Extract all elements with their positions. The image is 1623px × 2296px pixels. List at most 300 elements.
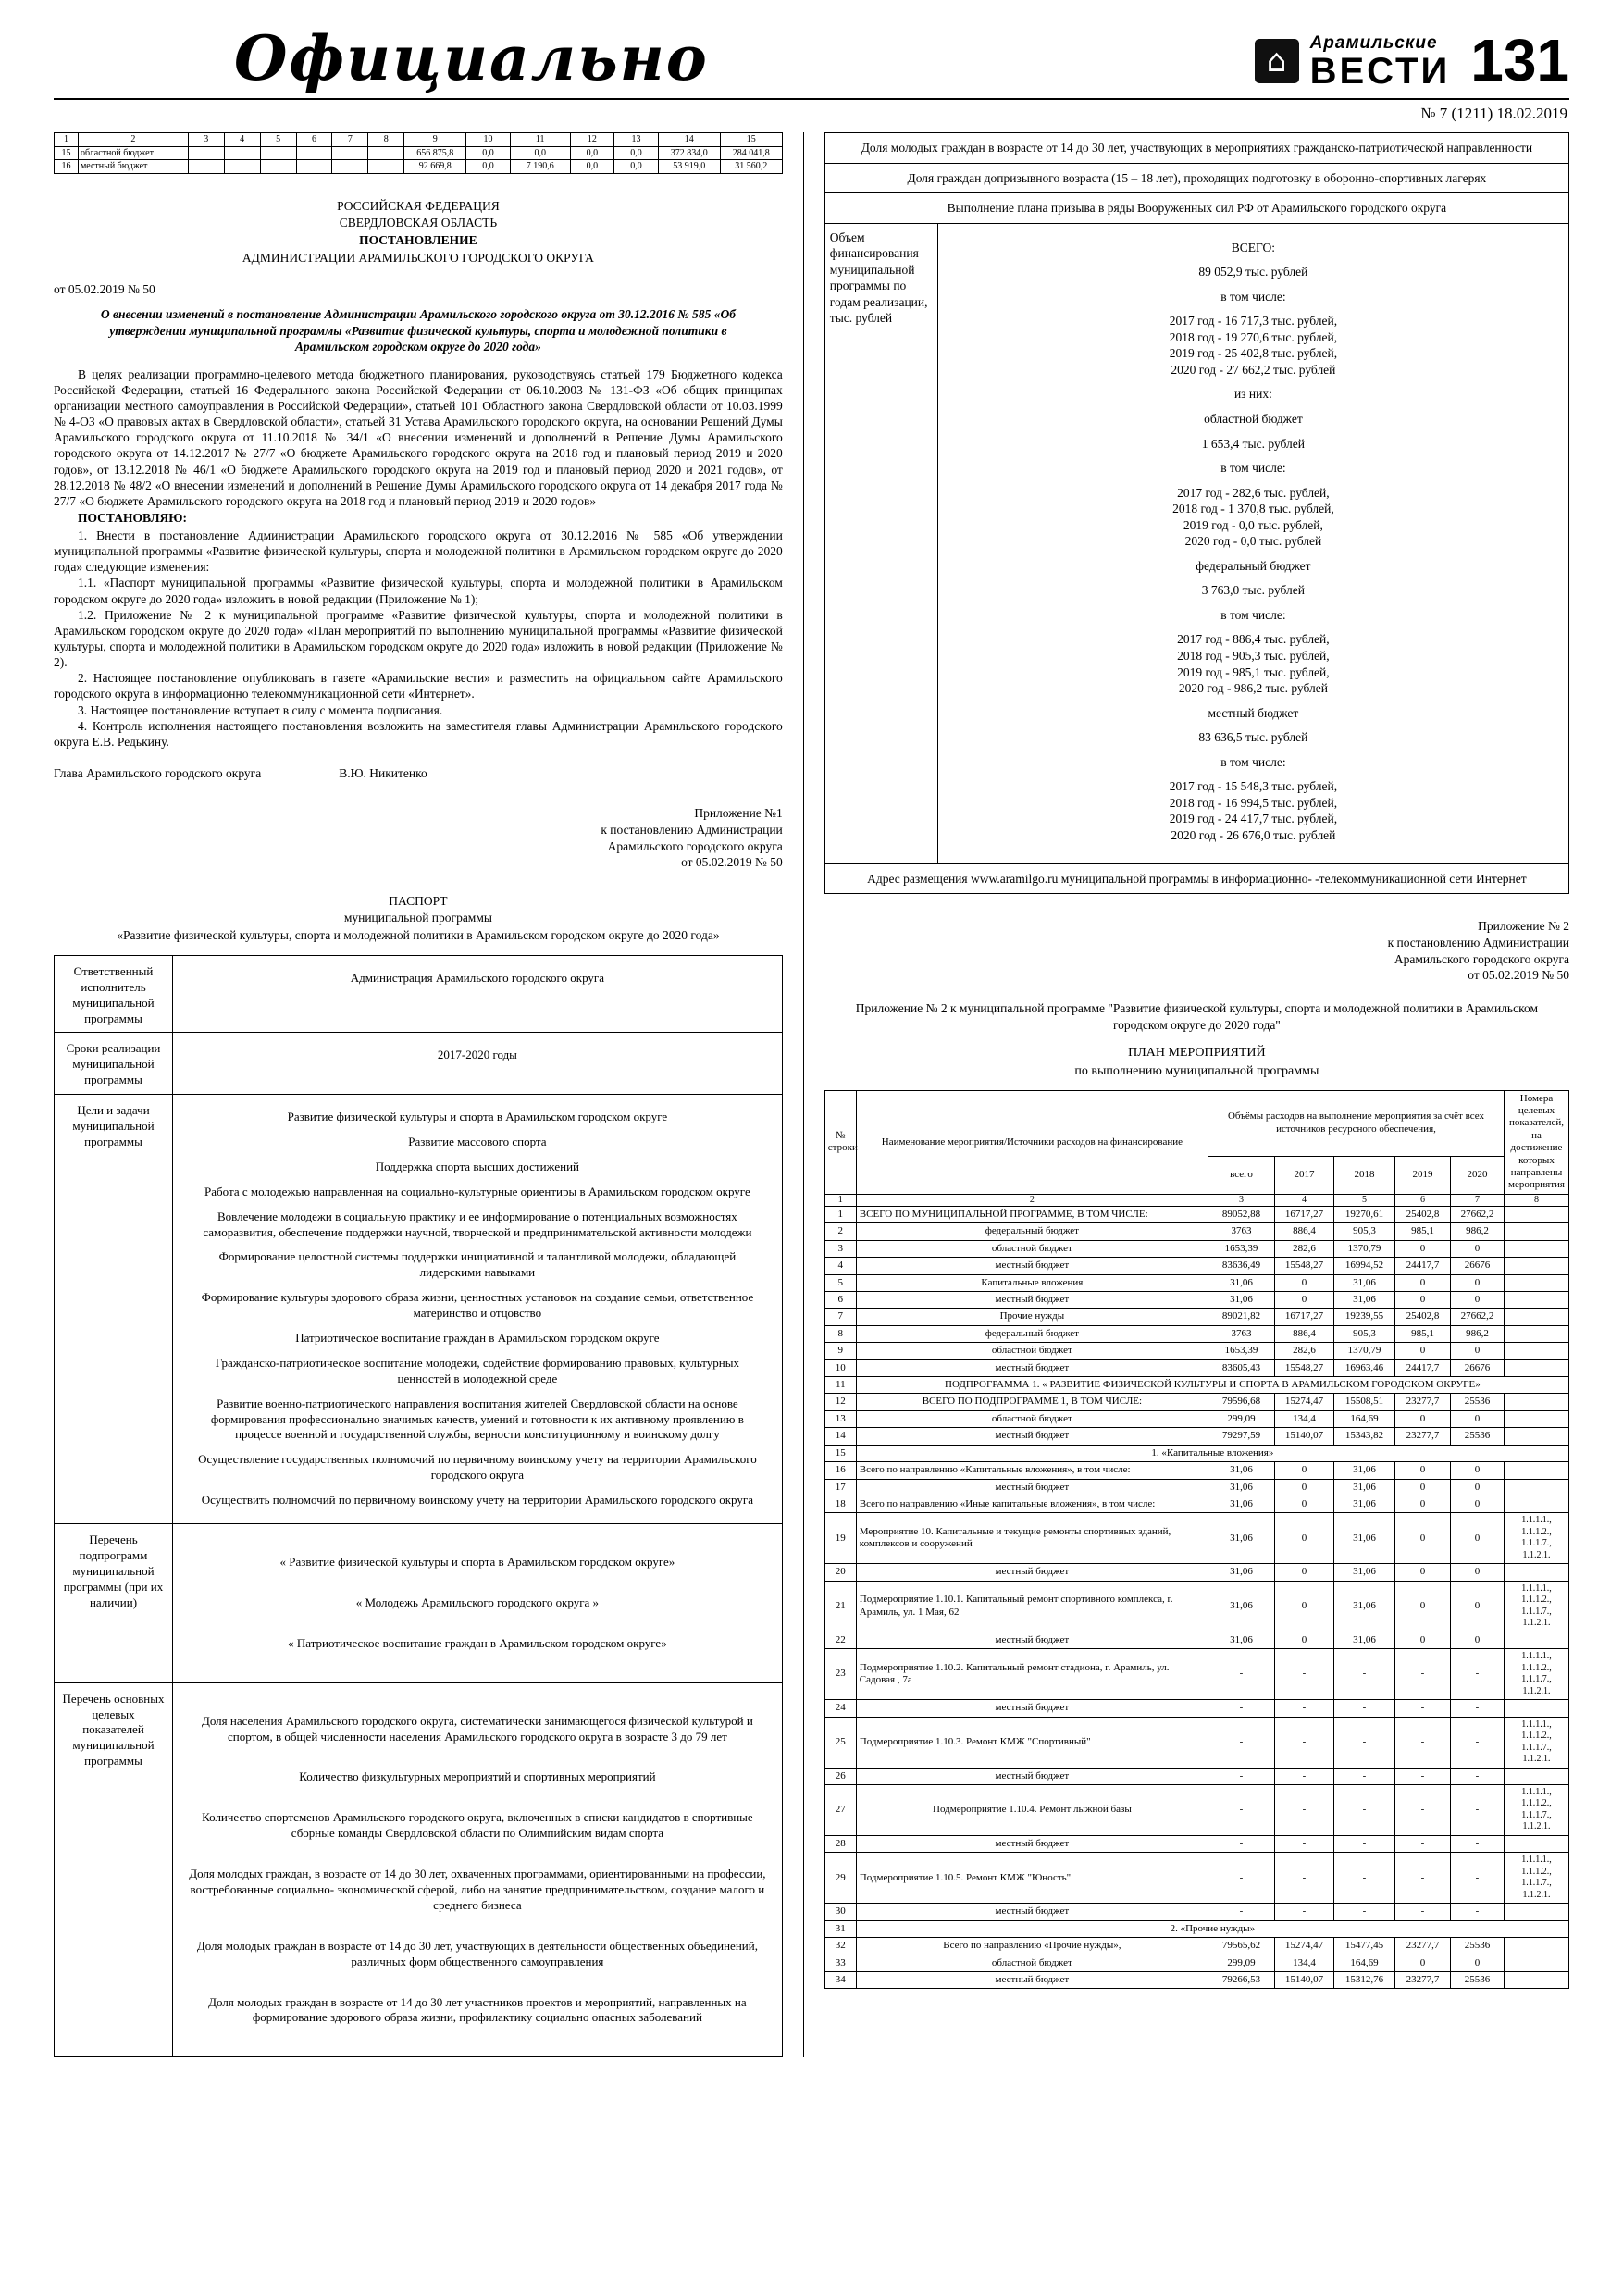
budget-value-cell [260, 160, 296, 174]
column-number-cell: 7 [332, 133, 368, 147]
plan-name-cell: областной бюджет [856, 1955, 1208, 1971]
plan-subheader-cell: 2020 [1450, 1156, 1504, 1194]
passport-label-cell: Сроки реализации муниципальной программы [55, 1033, 173, 1095]
plan-rownum-cell: 16 [824, 1462, 856, 1479]
finance-line: ВСЕГО: [1231, 240, 1275, 254]
budget-value-cell: 284 041,8 [720, 146, 782, 160]
plan-value-cell: 0 [1450, 1496, 1504, 1512]
plan-targets-cell [1504, 1462, 1568, 1479]
passport-title-line: «Развитие физической культуры, спорта и молодежной политики в Арамильском городском округе до 2020 года» [117, 927, 720, 942]
plan-value-cell: 0 [1394, 1581, 1450, 1632]
left-column [54, 132, 804, 2057]
plan-value-cell: 23277,7 [1394, 1394, 1450, 1410]
finance-group [948, 582, 1559, 599]
plan-value-cell: 15312,76 [1333, 1971, 1394, 1988]
appendix-line: Приложение №1 [694, 805, 783, 820]
plan-name-cell: областной бюджет [856, 1410, 1208, 1427]
decree-resolve-heading: ПОСТАНОВЛЯЮ: [78, 510, 187, 525]
plan-row [824, 1853, 1568, 1904]
plan-value-cell: - [1208, 1835, 1274, 1852]
plan-value-cell: 16994,52 [1333, 1258, 1394, 1274]
plan-value-cell: 905,3 [1333, 1223, 1394, 1240]
passport-content-paragraph: Гражданско-патриотическое воспитание молодежи, содействие формированию правовых, культурных ценностей в молодежной среде [215, 1355, 739, 1385]
plan-value-cell: 0 [1394, 1479, 1450, 1496]
finance-line: 2019 год - 0,0 тыс. рублей, [1183, 517, 1323, 532]
plan-value-cell: 985,1 [1394, 1223, 1450, 1240]
plan-name-cell: местный бюджет [856, 1700, 1208, 1717]
column-number-cell: 8 [368, 133, 404, 147]
plan-value-cell: 0 [1394, 1240, 1450, 1257]
budget-value-cell: 53 919,0 [658, 160, 720, 174]
plan-value-cell: - [1274, 1649, 1333, 1700]
plan-name-cell: федеральный бюджет [856, 1223, 1208, 1240]
passport-content-paragraph: « Развитие физической культуры и спорта в Арамильском городском округе» [279, 1555, 675, 1569]
indicator-cell: Доля граждан допризывного возраста (15 – 18 лет), проходящих подготовку в оборонно-спортивных лагерях [824, 163, 1568, 193]
appendix-line: к постановлению Администрации [601, 822, 783, 837]
finance-line: 2017 год - 16 717,3 тыс. рублей, [1169, 314, 1338, 329]
budget-value-cell [332, 146, 368, 160]
finance-group [948, 411, 1559, 428]
plan-value-cell: 0 [1450, 1479, 1504, 1496]
finance-line: в том числе: [1220, 289, 1286, 304]
plan-value-cell: 26676 [1450, 1258, 1504, 1274]
plan-value-cell: 79565,62 [1208, 1938, 1274, 1955]
plan-rownum-cell: 25 [824, 1717, 856, 1768]
plan-name-cell: ВСЕГО ПО МУНИЦИПАЛЬНОЙ ПРОГРАММЕ, В ТОМ ЧИСЛЕ: [856, 1207, 1208, 1223]
plan-targets-cell [1504, 1938, 1568, 1955]
plan-value-cell: - [1450, 1768, 1504, 1784]
plan-value-cell: 0 [1450, 1274, 1504, 1291]
plan-rownum-cell: 31 [824, 1920, 856, 1937]
column-number-cell: 2 [78, 133, 188, 147]
plan-value-cell: 31,06 [1333, 1513, 1394, 1564]
plan-value-cell: - [1394, 1649, 1450, 1700]
plan-value-cell: 1653,39 [1208, 1240, 1274, 1257]
plan-value-cell: - [1450, 1904, 1504, 1920]
finance-line: 2019 год - 985,1 тыс. рублей, [1177, 664, 1330, 679]
budget-value-cell [224, 146, 260, 160]
column-number-cell: 5 [260, 133, 296, 147]
passport-content-paragraph: Формирование целостной системы поддержки инициативной и талантливой молодежи, обладающей лидерскими навыками [218, 1249, 737, 1280]
passport-row [55, 1682, 783, 2057]
plan-row [824, 1632, 1568, 1648]
plan-name-cell: Мероприятие 10. Капитальные и текущие ремонты спортивных зданий, комплексов и сооружений [856, 1513, 1208, 1564]
plan-row [824, 1274, 1568, 1291]
plan-value-cell: 23277,7 [1394, 1428, 1450, 1445]
plan-value-cell: 15274,47 [1274, 1394, 1333, 1410]
plan-value-cell: 27662,2 [1450, 1309, 1504, 1325]
passport-content-paragraph: Количество спортсменов Арамильского городского округа, включенных в списки кандидатов в спортивные сборные команды Свердловской области по Олимпийским видам спорта [202, 1810, 753, 1841]
plan-row [824, 1410, 1568, 1427]
plan-value-cell: - [1274, 1853, 1333, 1904]
plan-value-cell: 31,06 [1208, 1479, 1274, 1496]
plan-row [824, 1428, 1568, 1445]
passport-label-cell: Цели и задачи муниципальной программы [55, 1095, 173, 1524]
passport-title-line: ПАСПОРТ [389, 894, 448, 909]
plan-value-cell: 15140,07 [1274, 1971, 1333, 1988]
plan-header-volumes: Объёмы расходов на выполнение мероприятия за счёт всех источников ресурсного обеспечения, [1208, 1090, 1504, 1156]
plan-targets-cell [1504, 1309, 1568, 1325]
plan-row [824, 1920, 1568, 1937]
plan-value-cell: - [1450, 1835, 1504, 1852]
plan-rownum-cell: 27 [824, 1784, 856, 1835]
plan-row [824, 1394, 1568, 1410]
plan-rownum-cell: 18 [824, 1496, 856, 1512]
finance-content-cell [937, 223, 1568, 863]
column-number-cell: 12 [570, 133, 614, 147]
finance-group [948, 264, 1559, 280]
plan-value-cell: 0 [1394, 1462, 1450, 1479]
plan-value-cell: 16717,27 [1274, 1207, 1333, 1223]
plan-value-cell: 0 [1274, 1581, 1333, 1632]
passport-content-paragraph: Развитие массового спорта [408, 1134, 547, 1148]
plan-value-cell: - [1333, 1853, 1394, 1904]
finance-line: 2017 год - 886,4 тыс. рублей, [1177, 632, 1330, 647]
plan-rownum-cell: 9 [824, 1343, 856, 1359]
plan-value-cell: 134,4 [1274, 1410, 1333, 1427]
house-logo-icon: ⌂ [1255, 39, 1299, 83]
decree-date: от 05.02.2019 № 50 [54, 282, 155, 297]
passport-title-line: муниципальной программы [343, 911, 492, 925]
plan-value-cell: - [1274, 1904, 1333, 1920]
brand-name-bottom: ВЕСТИ [1309, 51, 1451, 92]
plan-name-cell: местный бюджет [856, 1359, 1208, 1376]
plan-row [824, 1223, 1568, 1240]
budget-value-cell: 656 875,8 [404, 146, 466, 160]
appendix-line: Арамильского городского округа [607, 838, 783, 853]
plan-value-cell: 31,06 [1208, 1513, 1274, 1564]
passport-row [55, 1033, 783, 1095]
plan-value-cell: 31,06 [1333, 1496, 1394, 1512]
signature-name: В.Ю. Никитенко [339, 765, 427, 780]
plan-subheader-cell: 2019 [1394, 1156, 1450, 1194]
plan-value-cell: 31,06 [1208, 1292, 1274, 1309]
plan-value-cell: 26676 [1450, 1359, 1504, 1376]
plan-rownum-cell: 26 [824, 1768, 856, 1784]
plan-value-cell: - [1208, 1717, 1274, 1768]
plan-value-cell: 986,2 [1450, 1223, 1504, 1240]
program-address-cell: Адрес размещения www.aramilgo.ru муниципальной программы в информационно- -телекоммуникационной сети Интернет [824, 863, 1568, 894]
plan-targets-cell [1504, 1343, 1568, 1359]
plan-value-cell: 25536 [1450, 1394, 1504, 1410]
plan-name-cell: местный бюджет [856, 1971, 1208, 1988]
plan-rownum-cell: 1 [824, 1207, 856, 1223]
plan-name-cell: областной бюджет [856, 1343, 1208, 1359]
plan-value-cell: 31,06 [1333, 1292, 1394, 1309]
newspaper-brand [1255, 27, 1569, 94]
passport-content-paragraph: « Молодежь Арамильского городского округа » [355, 1595, 600, 1609]
budget-value-cell [368, 146, 404, 160]
plan-rownum-cell: 8 [824, 1325, 856, 1342]
column-number-cell: 13 [614, 133, 659, 147]
plan-value-cell: 25402,8 [1394, 1207, 1450, 1223]
plan-value-cell: 299,09 [1208, 1410, 1274, 1427]
plan-value-cell: 15140,07 [1274, 1428, 1333, 1445]
plan-targets-cell [1504, 1955, 1568, 1971]
plan-value-cell: 31,06 [1333, 1462, 1394, 1479]
passport-content-cell [173, 1095, 783, 1524]
plan-row [824, 1377, 1568, 1394]
decree-item: 2. Настоящее постановление опубликовать в газете «Арамильские вести» и разместить на официальном сайте Арамильского городского округа в информационно телекоммуникационной сети «Интернет». [54, 671, 783, 701]
passport-content-paragraph: Развитие физической культуры и спорта в Арамильском городском округе [287, 1110, 668, 1124]
plan-row [824, 1359, 1568, 1376]
plan-value-cell: 23277,7 [1394, 1938, 1450, 1955]
plan-value-cell: 0 [1394, 1410, 1450, 1427]
decree-item: 3. Настоящее постановление вступает в силу с момента подписания. [78, 702, 443, 717]
budget-value-cell: 0,0 [570, 146, 614, 160]
plan-value-cell: - [1450, 1717, 1504, 1768]
plan-rownum-cell: 30 [824, 1904, 856, 1920]
plan-targets-cell [1504, 1240, 1568, 1257]
plan-rownum-cell: 32 [824, 1938, 856, 1955]
plan-value-cell: - [1208, 1853, 1274, 1904]
plan-rownum-cell: 29 [824, 1853, 856, 1904]
plan-value-cell: 83636,49 [1208, 1258, 1274, 1274]
plan-name-cell: местный бюджет [856, 1292, 1208, 1309]
passport-row [55, 955, 783, 1033]
column-number-cell: 9 [404, 133, 466, 147]
plan-value-cell: 0 [1394, 1274, 1450, 1291]
plan-value-cell: - [1333, 1904, 1394, 1920]
plan-targets-cell [1504, 1394, 1568, 1410]
column-number-cell: 3 [188, 133, 224, 147]
plan-value-cell: - [1274, 1768, 1333, 1784]
plan-value-cell: 0 [1274, 1479, 1333, 1496]
plan-rownum-cell: 21 [824, 1581, 856, 1632]
finance-line: местный бюджет [1208, 705, 1299, 720]
plan-targets-cell [1504, 1479, 1568, 1496]
plan-value-cell: 16717,27 [1274, 1309, 1333, 1325]
plan-row [824, 1479, 1568, 1496]
plan-value-cell: 15343,82 [1333, 1428, 1394, 1445]
address-row [824, 863, 1568, 894]
decree-heading-line: РОССИЙСКАЯ ФЕДЕРАЦИЯ [337, 198, 500, 213]
passport-table [54, 955, 783, 2058]
passport-content-paragraph: Работа с молодежью направленная на социально-культурные ориентиры в Арамильском городском округе [204, 1184, 750, 1198]
passport-content-paragraph: Доля населения Арамильского городского округа, систематически занимающегося физической культурой и спортом, в общей численности населения Арамильского городского округа в возрасте 3 до 79 лет [201, 1713, 753, 1744]
plan-name-cell: местный бюджет [856, 1428, 1208, 1445]
brand-name-top: Арамильские [1309, 33, 1438, 53]
plan-row [824, 1904, 1568, 1920]
plan-column-number-cell: 6 [1394, 1194, 1450, 1206]
passport-content-cell [173, 1524, 783, 1683]
plan-row [824, 1496, 1568, 1512]
finance-group [948, 460, 1559, 477]
issue-info: № 7 (1211) 18.02.2019 [1420, 105, 1567, 122]
plan-colnum-row [824, 1194, 1568, 1206]
plan-rownum-cell: 10 [824, 1359, 856, 1376]
plan-value-cell: 83605,43 [1208, 1359, 1274, 1376]
plan-value-cell: - [1208, 1904, 1274, 1920]
finance-line: 2018 год - 19 270,6 тыс. рублей, [1169, 329, 1338, 344]
passport-content-paragraph: Поддержка спорта высших достижений [375, 1159, 579, 1173]
plan-value-cell: 0 [1394, 1292, 1450, 1309]
plan-column-number-cell: 3 [1208, 1194, 1274, 1206]
plan-value-cell: 0 [1450, 1513, 1504, 1564]
plan-row [824, 1700, 1568, 1717]
budget-value-cell [368, 160, 404, 174]
finance-line: федеральный бюджет [1196, 558, 1311, 573]
plan-value-cell: - [1274, 1700, 1333, 1717]
finance-group [948, 754, 1559, 771]
plan-value-cell: 31,06 [1208, 1564, 1274, 1581]
column-number-cell: 6 [296, 133, 332, 147]
plan-row [824, 1258, 1568, 1274]
finance-line: 2020 год - 0,0 тыс. рублей [1184, 534, 1322, 549]
plan-value-cell: - [1394, 1700, 1450, 1717]
plan-value-cell: 24417,7 [1394, 1258, 1450, 1274]
plan-rownum-cell: 12 [824, 1394, 856, 1410]
passport-label-cell: Перечень основных целевых показателей муниципальной программы [55, 1682, 173, 2057]
passport-label-cell: Перечень подпрограмм муниципальной программы (при их наличии) [55, 1524, 173, 1683]
passport-title [54, 893, 783, 944]
plan-targets-cell [1504, 1835, 1568, 1852]
plan-targets-cell [1504, 1207, 1568, 1223]
finance-line: 2020 год - 26 676,0 тыс. рублей [1171, 827, 1336, 842]
plan-value-cell: 31,06 [1333, 1564, 1394, 1581]
finance-line: в том числе: [1220, 754, 1286, 769]
passport-continuation-table [824, 132, 1569, 894]
finance-group [948, 289, 1559, 305]
plan-column-number-cell: 2 [856, 1194, 1208, 1206]
plan-section-cell: 1. «Капитальные вложения» [856, 1445, 1568, 1461]
plan-value-cell: - [1333, 1784, 1394, 1835]
plan-column-number-cell: 8 [1504, 1194, 1568, 1206]
signature-title: Глава Арамильского городского округа [54, 765, 262, 780]
column-number-cell: 1 [55, 133, 79, 147]
plan-name-cell: Капитальные вложения [856, 1274, 1208, 1291]
plan-name-cell: Подмероприятие 1.10.3. Ремонт КМЖ "Спортивный" [856, 1717, 1208, 1768]
appendix-2-note: Приложение № 2 к муниципальной программе "Развитие физической культуры, спорта и молодежной политики в Арамильском городском округе до 2020 года" [855, 1001, 1538, 1032]
decree-item: 4. Контроль исполнения настоящего постановления возложить на заместителя главы Администрации Арамильского городского округа Е.В. Редькину. [54, 718, 783, 749]
finance-line: 2018 год - 1 370,8 тыс. рублей, [1172, 502, 1334, 516]
plan-row [824, 1955, 1568, 1971]
plan-row [824, 1292, 1568, 1309]
plan-value-cell: - [1208, 1649, 1274, 1700]
plan-name-cell: Всего по направлению «Капитальные вложения», в том числе: [856, 1462, 1208, 1479]
plan-value-cell: - [1394, 1768, 1450, 1784]
plan-rownum-cell: 2 [824, 1223, 856, 1240]
budget-value-cell: 0,0 [614, 160, 659, 174]
budget-value-cell: 0,0 [570, 160, 614, 174]
column-number-cell: 14 [658, 133, 720, 147]
plan-targets-cell [1504, 1410, 1568, 1427]
plan-targets-cell: 1.1.1.1., 1.1.1.2., 1.1.1.7., 1.1.2.1. [1504, 1649, 1568, 1700]
plan-value-cell: 1370,79 [1333, 1240, 1394, 1257]
plan-row [824, 1462, 1568, 1479]
passport-label-cell: Ответственный исполнитель муниципальной программы [55, 955, 173, 1033]
plan-rownum-cell: 33 [824, 1955, 856, 1971]
plan-rownum-cell: 13 [824, 1410, 856, 1427]
plan-targets-cell [1504, 1359, 1568, 1376]
plan-name-cell: местный бюджет [856, 1258, 1208, 1274]
budget-value-cell: 0,0 [466, 146, 511, 160]
plan-value-cell: 0 [1450, 1581, 1504, 1632]
plan-header-name: Наименование мероприятия/Источники расходов на финансирование [856, 1090, 1208, 1194]
plan-targets-cell [1504, 1325, 1568, 1342]
plan-value-cell: 0 [1274, 1632, 1333, 1648]
passport-content-paragraph: Развитие военно-патриотического направления воспитания жителей Свердловской области на основе формирования профессионально значимых качеств, умений и готовности к их активному проявлению в процессе военной и государственной службы, верности конституционному и воинскому долгу [210, 1396, 744, 1442]
finance-line: 83 636,5 тыс. рублей [1198, 730, 1308, 745]
passport-content-paragraph: Доля молодых граждан, в возрасте от 14 до 30 лет, охваченных программами, ориентированными на профессии, востребованные социально- экономической сферой, либо на занятие предпринимательством, создание малого и среднего бизнеса [189, 1867, 766, 1912]
plan-title-line: по выполнению муниципальной программы [1074, 1063, 1319, 1078]
plan-targets-cell: 1.1.1.1., 1.1.1.2., 1.1.1.7., 1.1.2.1. [1504, 1581, 1568, 1632]
appendix-line: к постановлению Администрации [1387, 935, 1569, 949]
passport-content-cell [173, 1682, 783, 2057]
plan-row [824, 1309, 1568, 1325]
plan-targets-cell [1504, 1496, 1568, 1512]
finance-line: 3 763,0 тыс. рублей [1201, 583, 1305, 598]
plan-value-cell: 15508,51 [1333, 1394, 1394, 1410]
plan-value-cell: 27662,2 [1450, 1207, 1504, 1223]
plan-targets-cell [1504, 1700, 1568, 1717]
plan-title [824, 1044, 1569, 1080]
indicator-row [824, 133, 1568, 164]
budget-value-cell [188, 146, 224, 160]
passport-content-paragraph: Патриотическое воспитание граждан в Арамильском городском округе [295, 1330, 660, 1345]
plan-targets-cell [1504, 1258, 1568, 1274]
budget-value-cell [188, 160, 224, 174]
plan-value-cell: 1653,39 [1208, 1343, 1274, 1359]
indicator-cell: Доля молодых граждан в возрасте от 14 до 30 лет, участвующих в мероприятиях гражданско-патриотической направленности [824, 133, 1568, 164]
plan-value-cell: 31,06 [1208, 1581, 1274, 1632]
plan-value-cell: 0 [1394, 1564, 1450, 1581]
plan-column-number-cell: 5 [1333, 1194, 1394, 1206]
plan-value-cell: - [1394, 1904, 1450, 1920]
decree-heading-line: АДМИНИСТРАЦИИ АРАМИЛЬСКОГО ГОРОДСКОГО ОКРУГА [242, 251, 594, 266]
plan-row [824, 1445, 1568, 1461]
plan-header-row [824, 1090, 1568, 1156]
plan-value-cell: 0 [1450, 1462, 1504, 1479]
plan-value-cell: 79266,53 [1208, 1971, 1274, 1988]
plan-targets-cell [1504, 1971, 1568, 1988]
brand-words [1309, 33, 1451, 92]
passport-content-paragraph: Формирование культуры здорового образа жизни, ценностных установок на создание семьи, ответственное материнство и отцовство [201, 1290, 754, 1321]
finance-line: из них: [1233, 387, 1272, 402]
plan-value-cell: 15477,45 [1333, 1938, 1394, 1955]
plan-rownum-cell: 23 [824, 1649, 856, 1700]
decree-item: 1.1. «Паспорт муниципальной программы «Развитие физической культуры, спорта и молодежной политики в Арамильском городском округе до 2020 года» изложить в новой редакции (Приложение № 1); [54, 576, 783, 606]
plan-value-cell: - [1333, 1649, 1394, 1700]
finance-line: 2020 год - 27 662,2 тыс. рублей [1171, 362, 1336, 377]
plan-value-cell: 0 [1274, 1496, 1333, 1512]
plan-value-cell: 31,06 [1208, 1462, 1274, 1479]
plan-value-cell: 25536 [1450, 1938, 1504, 1955]
passport-content-paragraph: 2017-2020 годы [437, 1048, 517, 1062]
finance-group [948, 705, 1559, 722]
passport-content-cell [173, 955, 783, 1033]
page-number: 131 [1470, 27, 1569, 94]
plan-value-cell: - [1394, 1717, 1450, 1768]
finance-line: 2018 год - 16 994,5 тыс. рублей, [1169, 795, 1338, 810]
finance-line: в том числе: [1220, 607, 1286, 622]
column-number-cell: 11 [510, 133, 570, 147]
budget-label-cell: областной бюджет [78, 146, 188, 160]
top-table-colnum-row [55, 133, 783, 147]
budget-value-cell: 0,0 [614, 146, 659, 160]
plan-value-cell: - [1394, 1835, 1450, 1852]
plan-value-cell: 0 [1274, 1564, 1333, 1581]
plan-value-cell: 16963,46 [1333, 1359, 1394, 1376]
plan-targets-cell [1504, 1223, 1568, 1240]
plan-row [824, 1784, 1568, 1835]
plan-row [824, 1835, 1568, 1852]
plan-value-cell: 1370,79 [1333, 1343, 1394, 1359]
plan-name-cell: местный бюджет [856, 1479, 1208, 1496]
finance-line: в том числе: [1220, 461, 1286, 476]
plan-value-cell: - [1333, 1835, 1394, 1852]
plan-value-cell: - [1208, 1700, 1274, 1717]
